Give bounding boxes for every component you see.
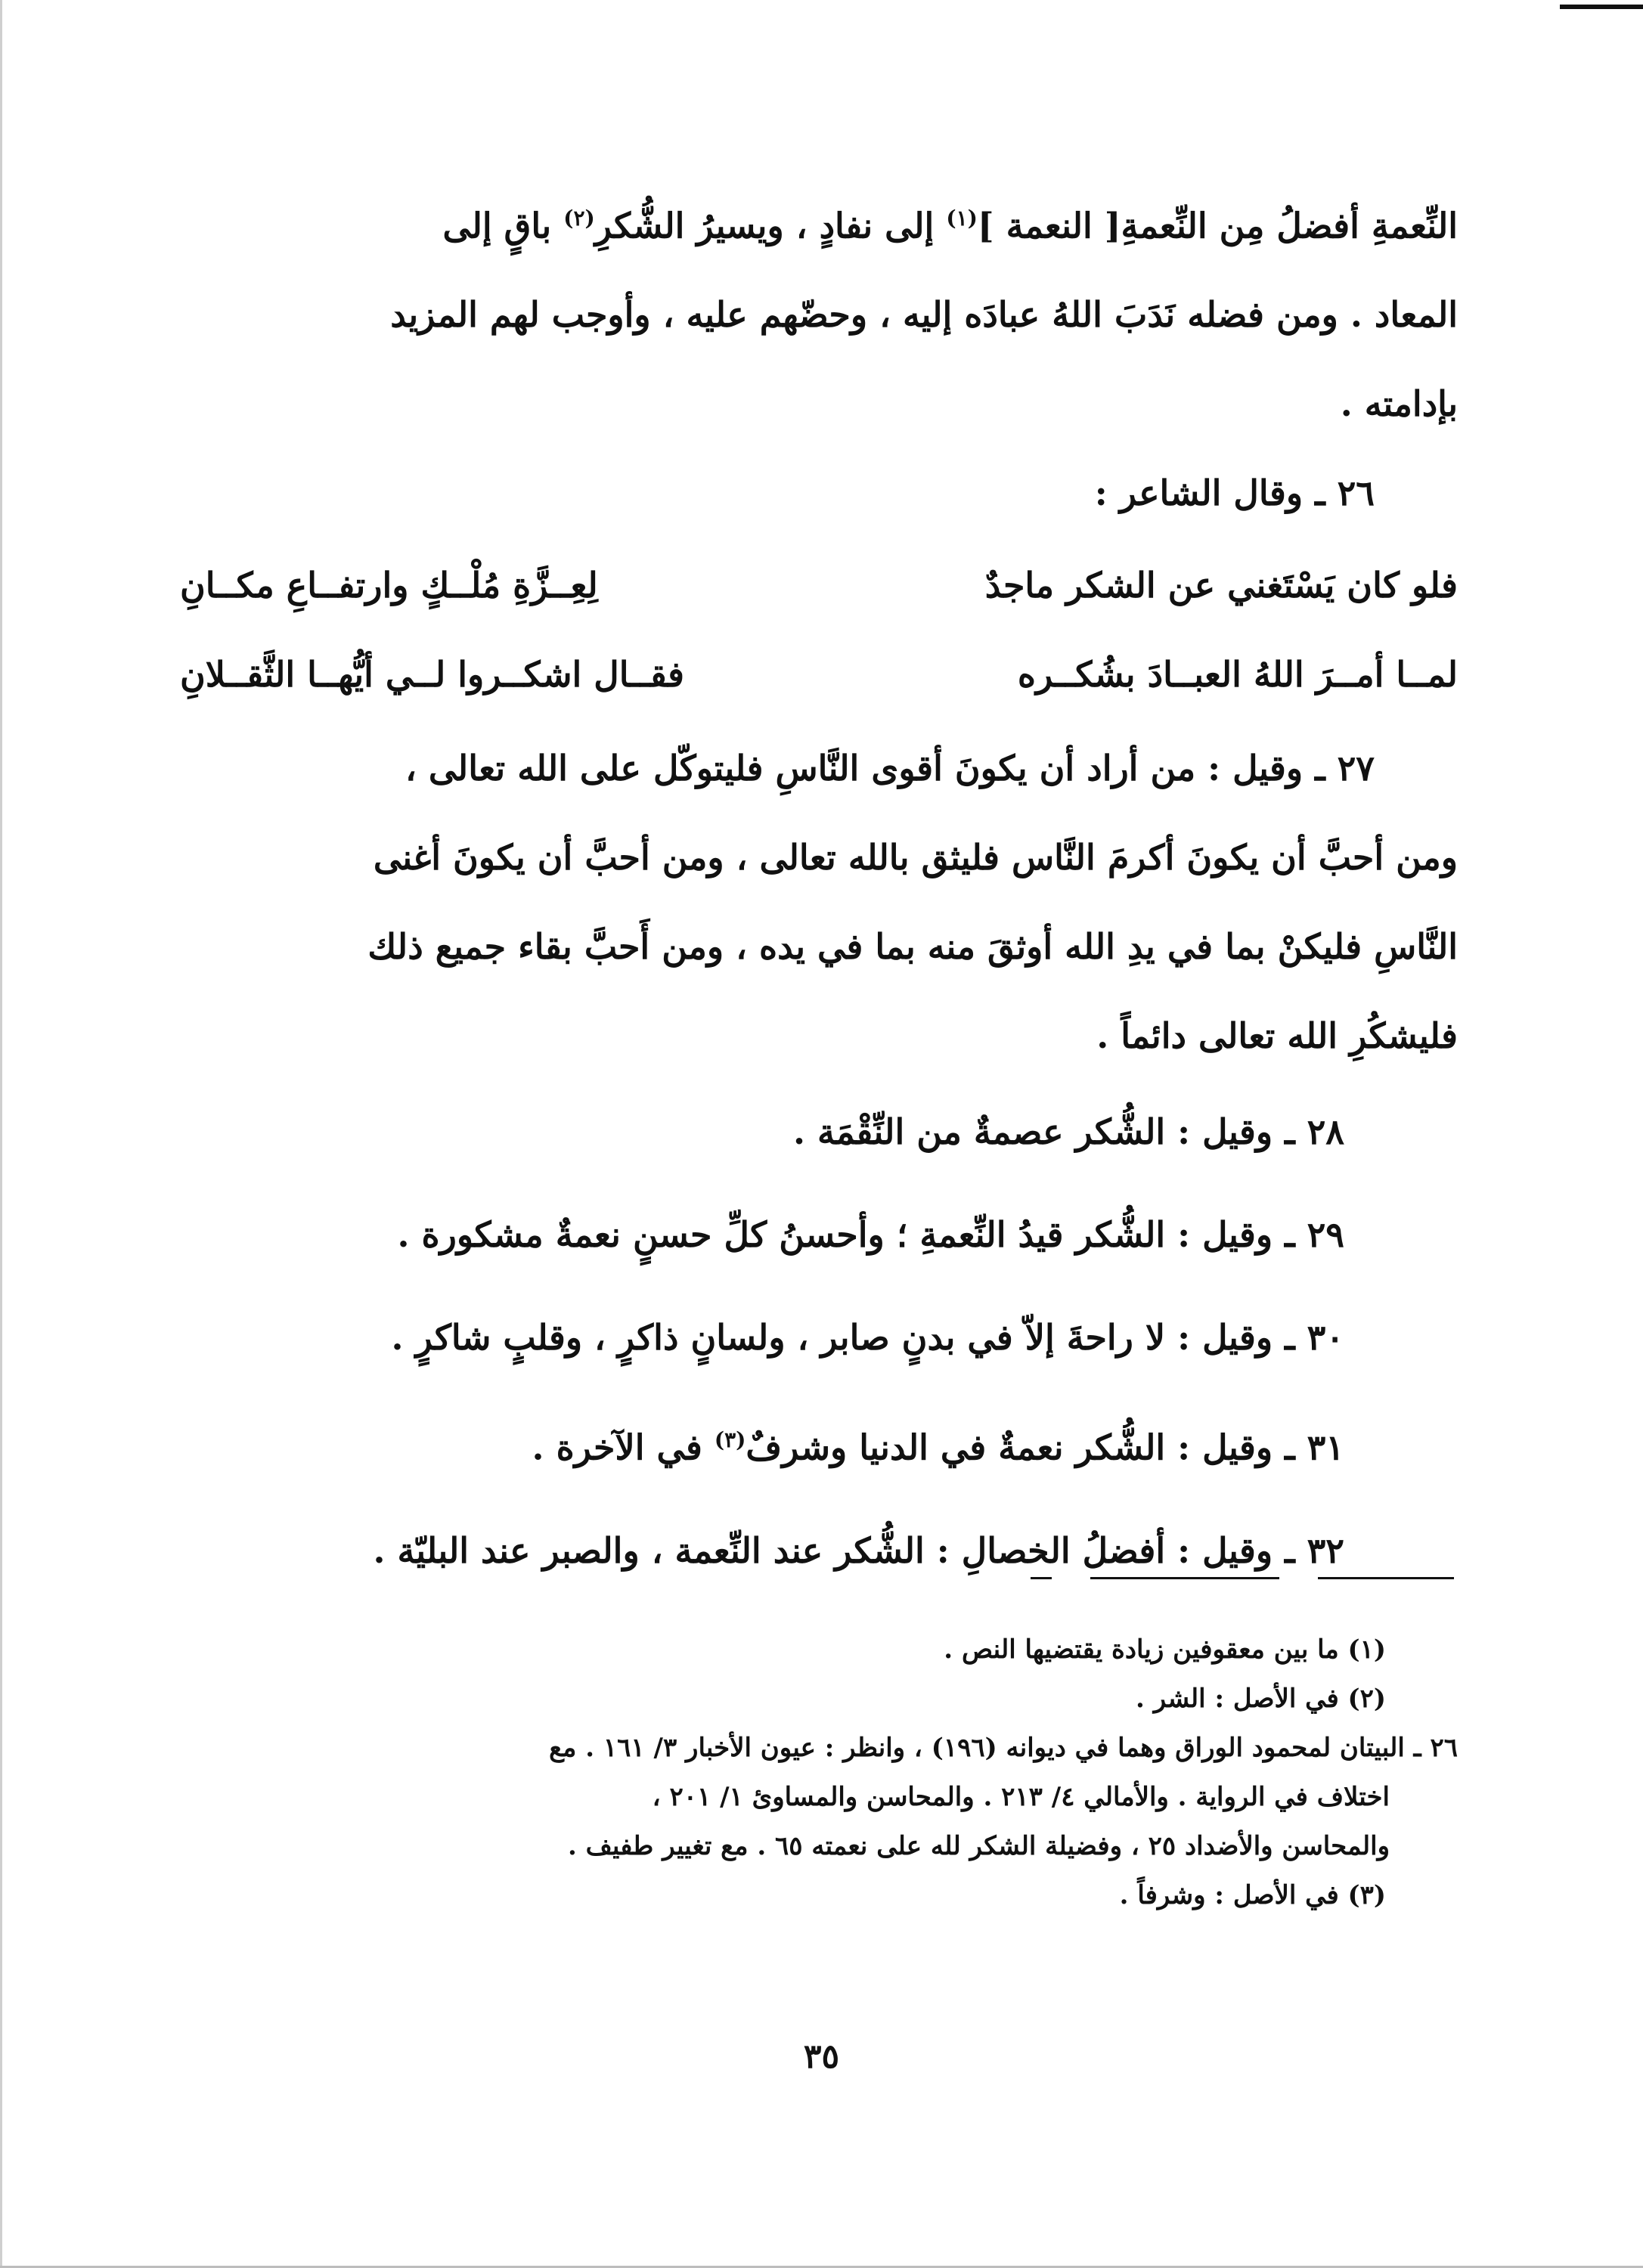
footnote-ref-2: (٢) [563,206,595,231]
scan-left-edge [0,0,2,2268]
separator-dash-middle [1090,1577,1279,1579]
footnote-separator [1031,1577,1454,1580]
item-27-line-4: فليشكُرِ الله تعالى دائماً . [1096,1015,1458,1057]
item-27-line-2: ومن أحبَّ أن يكونَ أكرمَ النَّاس فليثق بالله تعالى ، ومن أحبَّ أن يكونَ أغنى [373,837,1458,878]
intro-line-1 [180,174,1458,270]
footnote-ref-3: (٣) [714,1427,746,1453]
verse-1-second-hemistich: لِعِــزَّةِ مُلْــكٍ وارتفــاعِ مكــانِ [180,565,598,606]
footnote-ref-1: (١) [946,206,978,231]
corner-rule [1560,5,1643,9]
page-number: ٣٥ [803,2037,840,2076]
footnote-26-line-3: والمحاسن والأضداد ٢٥ ، وفضيلة الشكر لله على نعمته ٦٥ . مع تغيير طفيف . [567,1831,1390,1861]
item-31 [180,1389,1458,1498]
poem [180,541,1458,719]
item-27-line-3: النَّاسِ فليكنْ بما في يدِ الله أوثقَ منه بما في يده ، ومن أَحبَّ بقاء جميع ذلك [367,926,1458,968]
item-32: ٣٢ ـ وقيل : أفضلُ الخصالِ : الشُّكر عند النِّعمة ، والصبر عند البليّة . [373,1529,1344,1571]
poem-verse-2 [180,630,1458,719]
footnote-26-line-2: اختلاف في الرواية . والأمالي ٤/ ٢١٣ . والمحاسن والمساوئ ١/ ٢٠١ ، [652,1782,1390,1812]
intro-line-3: بإدامته . [1340,383,1458,425]
intro-line-1-part-b: إلى نفادٍ ، ويسيرُ الشُّكرِ [594,205,947,246]
verse-1-first-hemistich: فلو كان يَسْتَغني عن الشكر ماجدٌ [984,565,1458,606]
footnote-1: (١) ما بين معقوفين زيادة يقتضيها النص . [944,1634,1386,1665]
item-30: ٣٠ ـ وقيل : لا راحةَ إلاّ في بدنٍ صابر ، ولسانٍ ذاكرٍ ، وقلبٍ شاكرٍ . [391,1317,1344,1359]
item-31-part-b: في الآخرة . [532,1427,715,1468]
intro-line-2: المعاد . ومن فضله نَدَبَ اللهُ عبادَه إليه ، وحضّهم عليه ، وأوجب لهم المزيد [390,294,1458,336]
footnotes [172,1625,1458,1920]
footnote-26-line-1: ٢٦ ـ البيتان لمحمود الوراق وهما في ديوانه (١٩٦) ، وانظر : عيون الأخبار ٣/ ١٦١ . مع [549,1733,1458,1763]
item-28: ٢٨ ـ وقيل : الشُّكر عصمةٌ من النِّقْمَة . [793,1111,1344,1153]
separator-dash-right [1031,1577,1052,1579]
verse-2-first-hemistich: لمــا أمــرَ اللهُ العبــادَ بشُكــره [1017,654,1458,696]
item-29: ٢٩ ـ وقيل : الشُّكر قيدُ النِّعمةِ ؛ وأحسنُ كلِّ حسنٍ نعمةٌ مشكورة . [397,1214,1344,1256]
item-26-heading: ٢٦ ـ وقال الشاعر : [1094,472,1375,514]
item-27-line-1: ٢٧ ـ وقيل : من أراد أن يكونَ أقوى النَّاسِ فليتوكّل على الله تعالى ، [405,748,1375,789]
footnote-2: (٢) في الأصل : الشر . [1136,1684,1386,1714]
separator-dash-left [1318,1577,1454,1579]
item-31-part-a: ٣١ ـ وقيل : الشُّكر نعمةٌ في الدنيا وشرفٌ [746,1427,1344,1468]
intro-line-1-part-a: النِّعمةِ أفضلُ مِن النِّعمةِ[ النعمة ] [977,205,1458,246]
verse-2-second-hemistich: فقــال اشكــروا لــي أيُّهــا الثَّقــلانِ [180,654,684,696]
poem-verse-1 [180,541,1458,630]
intro-line-1-part-c: باقٍ إلى [442,205,564,246]
main-text [180,174,1458,1602]
short-items-list [180,1080,1458,1601]
footnote-3: (٣) في الأصل : وشرفاً . [1119,1880,1386,1910]
